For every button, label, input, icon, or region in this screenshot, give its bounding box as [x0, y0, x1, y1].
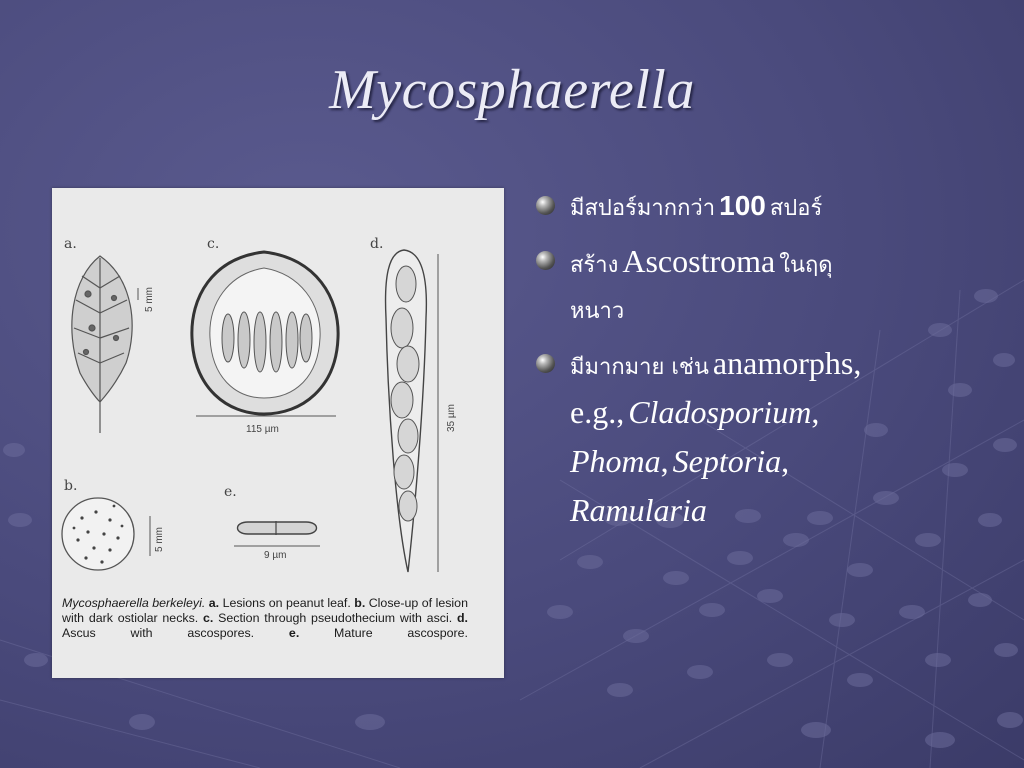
scale-label-a: 5 mm	[144, 287, 155, 312]
scale-label-c: 115 µm	[246, 424, 279, 435]
bullet-1-thai-b: สปอร์	[769, 196, 823, 221]
bullet-item-1	[532, 184, 972, 233]
caption-key-d: d.	[456, 611, 468, 625]
bullet-3-thai-a: มีมากมาย เช่น	[570, 355, 709, 380]
bullet-item-2	[532, 239, 972, 336]
bullet-sphere-icon	[536, 251, 555, 270]
bullet-1-number: 100	[719, 190, 766, 221]
bullet-2-thai-a: สร้าง	[570, 253, 619, 278]
bullet-3-genus-3: Septoria	[672, 443, 782, 479]
scale-label-d: 35 µm	[446, 404, 457, 432]
bullet-3-genus-2: Phoma	[570, 443, 661, 479]
bullet-sphere-icon	[536, 196, 555, 215]
bullet-item-3	[532, 342, 972, 538]
bullet-2-thai-c: หนาว	[570, 299, 625, 324]
caption-text-a: Lesions on peanut leaf.	[222, 596, 351, 610]
pseudothecium-drawing	[192, 252, 338, 416]
bullet-2-thai-b: ในฤดุ	[779, 253, 833, 278]
bullet-3-genus-4: Ramularia	[570, 492, 707, 528]
bullet-list	[532, 184, 972, 544]
bullet-3-comma-2: ,	[660, 443, 669, 479]
panel-label-d: d.	[370, 236, 384, 252]
bullet-3-comma-3: ,	[781, 443, 790, 479]
bullet-1-thai-a: มีสปอร์มากกว่า	[570, 196, 716, 221]
caption-key-e: e.	[288, 626, 300, 640]
caption-key-c: c.	[203, 611, 214, 625]
bullet-2-latin: Ascostroma	[622, 243, 776, 279]
lesion-drawing	[62, 498, 134, 570]
bullet-sphere-icon	[536, 354, 555, 373]
caption-text-b: Close-up of lesion with dark ostiolar necks.	[62, 596, 468, 625]
leaf-drawing	[72, 256, 132, 433]
caption-key-b: b.	[354, 596, 366, 610]
bullet-3-genus-1: Cladosporium	[628, 394, 812, 430]
mycosphaerella-illustration	[52, 188, 504, 678]
bullet-3-eg: e.g.,	[570, 394, 625, 430]
caption-species: Mycosphaerella berkeleyi.	[62, 596, 206, 610]
ascospore-drawing	[234, 521, 320, 546]
panel-label-a: a.	[64, 236, 77, 252]
caption-text-d: Ascus with ascospores.	[62, 626, 255, 640]
caption-text-e: Mature ascospore.	[334, 626, 468, 640]
ascus-drawing	[386, 250, 438, 572]
bullet-3-latin-a: anamorphs,	[712, 345, 862, 381]
bullet-3-comma-1: ,	[811, 394, 820, 430]
caption-key-a: a.	[208, 596, 220, 610]
panel-label-c: c.	[207, 236, 220, 252]
panel-label-b: b.	[64, 478, 78, 494]
slide-title: Mycosphaerella	[329, 59, 695, 121]
panel-label-e: e.	[224, 484, 237, 500]
figure-caption	[62, 596, 468, 641]
caption-text-c: Section through pseudothecium with asci.	[218, 611, 453, 625]
scale-label-e: 9 µm	[264, 550, 287, 561]
scale-label-b: 5 mm	[154, 527, 165, 552]
